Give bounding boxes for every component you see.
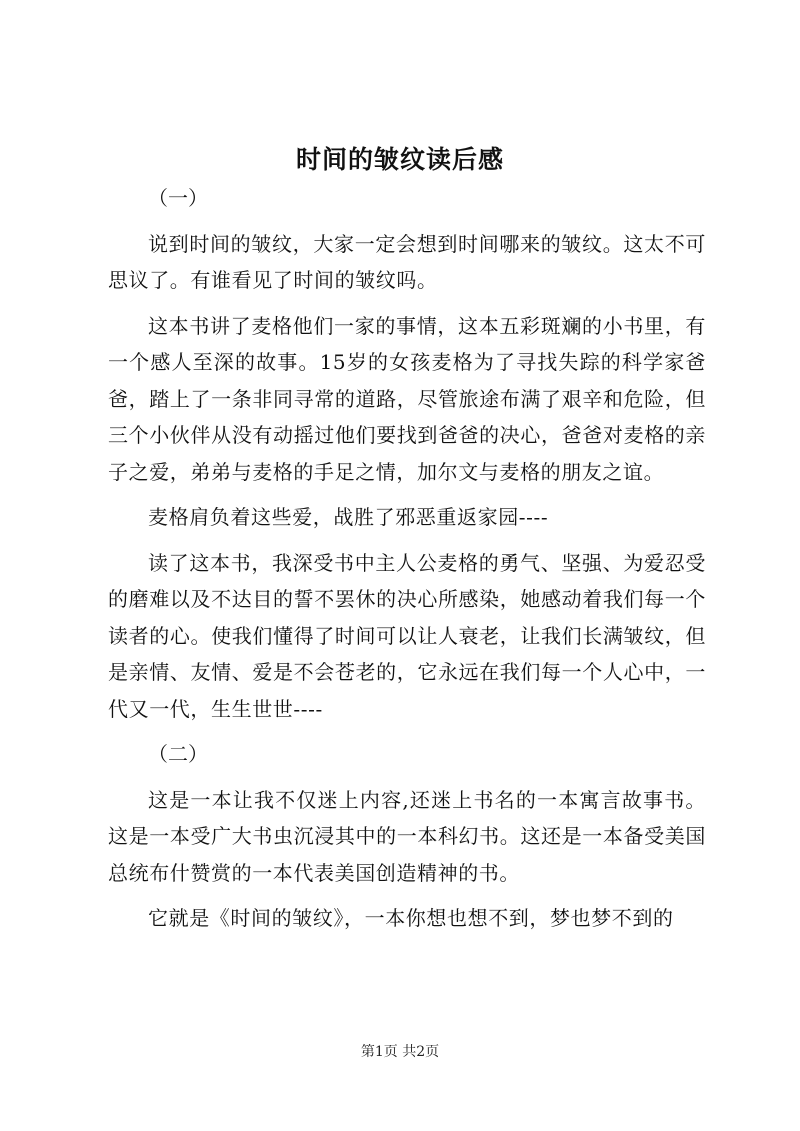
paragraph-2: 这本书讲了麦格他们一家的事情，这本五彩斑斓的小书里，有一个感人至深的故事。15岁的女孩麦格为了寻找失踪的科学家爸爸，踏上了一条非同寻常的道路，尽管旅途布满了艰辛和危险，但三个小伙伴从没有动摇过他们要找到爸爸的决心，爸爸对麦格的亲子之爱，弟弟与麦格的手足之情，加尔文与麦格的朋友之谊。 xyxy=(108,313,706,484)
section-heading-2: （二） xyxy=(148,742,208,766)
paragraph-3: 麦格肩负着这些爱，战胜了邪恶重返家园---- xyxy=(148,505,549,529)
document-title: 时间的皱纹读后感 xyxy=(295,145,504,174)
section-heading-1: （一） xyxy=(148,186,208,210)
page-footer: 第1页 共2页 xyxy=(360,1044,440,1060)
paragraph-4: 读了这本书，我深受书中主人公麦格的勇气、坚强、为爱忍受的磨难以及不达目的誓不罢休的决心所感染，她感动着我们每一个读者的心。使我们懂得了时间可以让人衰老，让我们长满皱纹，但是亲情、友情、爱是不会苍老的，它永远在我们每一个人心中，一代又一代，生生世世---- xyxy=(108,550,706,721)
paragraph-6: 它就是《时间的皱纹》，一本你想也想不到，梦也梦不到的 xyxy=(148,906,674,930)
document-body xyxy=(108,180,706,946)
paragraph-1: 说到时间的皱纹，大家一定会想到时间哪来的皱纹。这太不可思议了。有谁看见了时间的皱纹吗。 xyxy=(108,231,706,292)
paragraph-5: 这是一本让我不仅迷上内容,还迷上书名的一本寓言故事书。这是一本受广大书虫沉浸其中的一本科幻书。这还是一本备受美国总统布什赞赏的一本代表美国创造精神的书。 xyxy=(108,787,706,885)
